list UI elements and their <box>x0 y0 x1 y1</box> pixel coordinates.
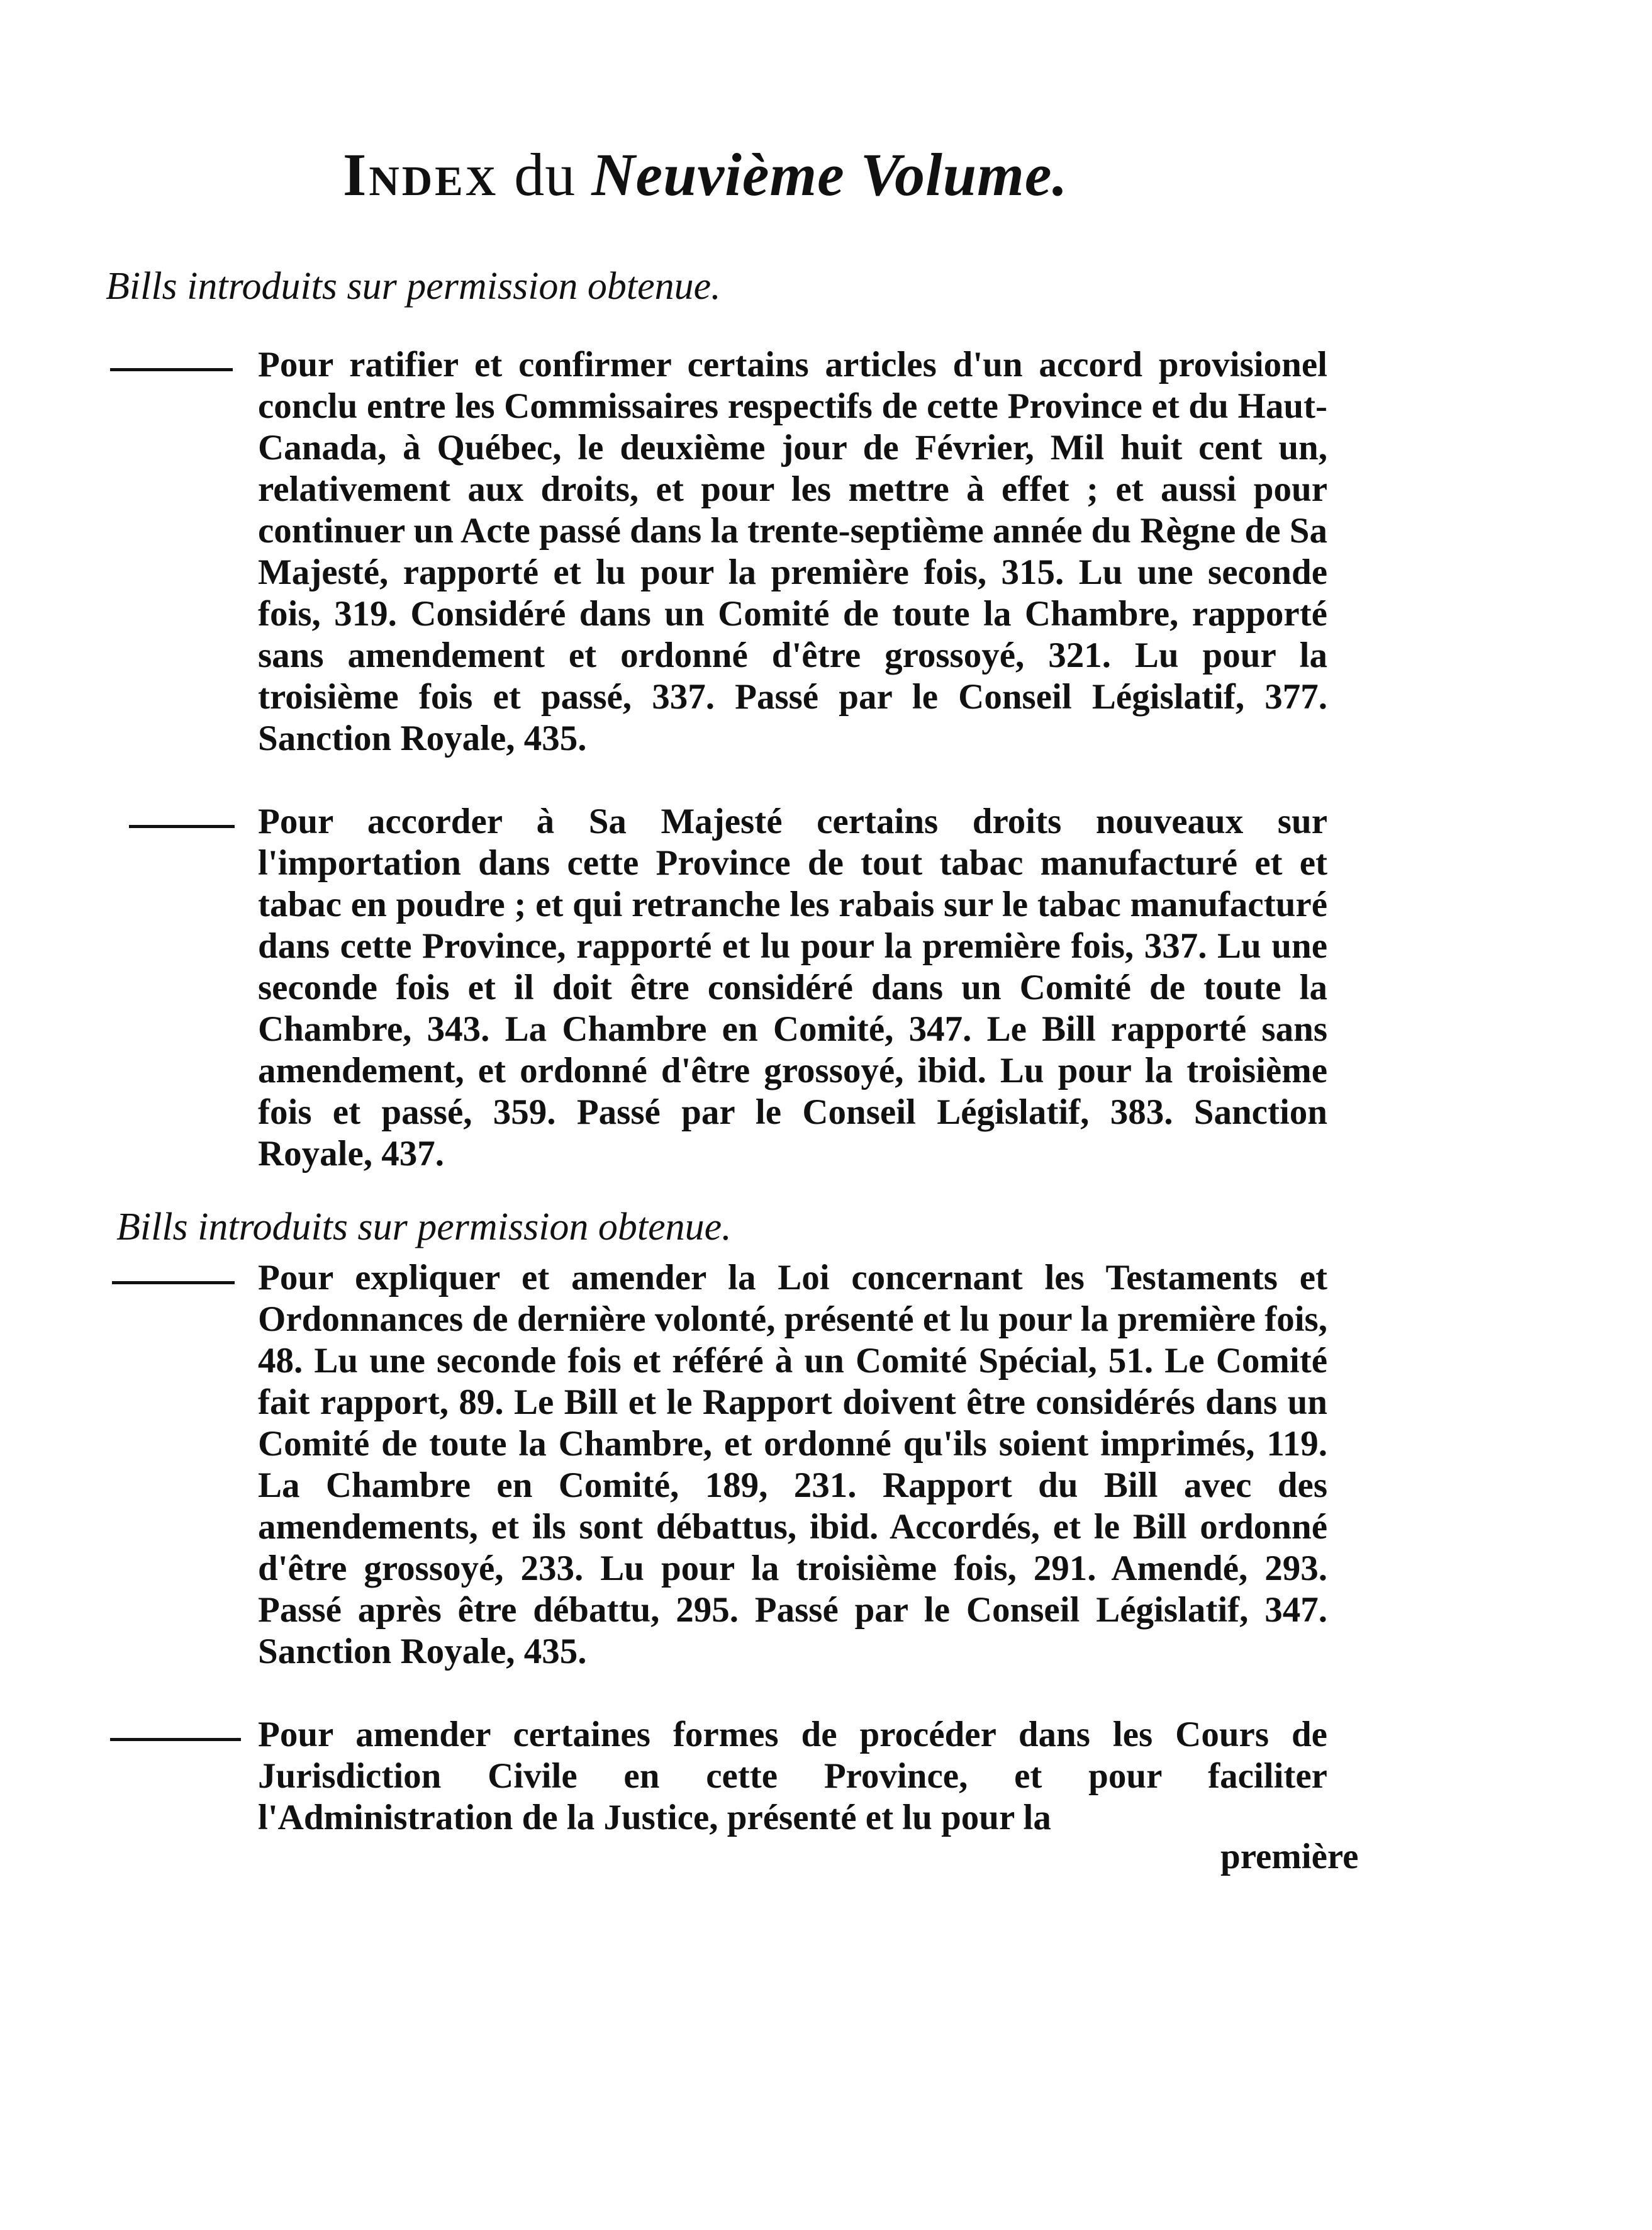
entry-dash-2 <box>129 825 235 828</box>
index-entry-2: Pour accorder à Sa Majesté certains droits nouveaux sur l'importation dans cette Province de tout tabac manufacturé et et tabac en poudre ; et qui retranche les rabais sur le tabac manufacturé dans cette Province, rapporté et lu pour la première fois, 337. Lu une seconde fois et il doit être considéré dans un Comité de toute la Chambre, 343. La Chambre en Comité, 347. Le Bill rapporté sans amendement, et ordonné d'être grossoyé, ibid. Lu pour la troisième fois et passé, 359. Passé par le Conseil Législatif, 383. Sanction Royale, 437. <box>258 802 1327 1174</box>
entry-dash-1 <box>110 368 233 371</box>
index-entry-4: Pour amender certaines formes de procéder dans les Cours de Jurisdiction Civile en cette Province, et pour faciliter l'Administration de la Justice, présenté et lu pour la <box>258 1715 1327 1837</box>
title-index-word: Index <box>343 141 499 208</box>
catchword: première <box>1220 1837 1359 1876</box>
entry-dash-4 <box>110 1738 241 1741</box>
section-heading-2: Bills introduits sur permission obtenue. <box>116 1206 732 1248</box>
section-heading-1: Bills introduits sur permission obtenue. <box>106 265 721 308</box>
entry-dash-3 <box>112 1281 235 1284</box>
page-title <box>343 140 1068 210</box>
index-entry-3: Pour expliquer et amender la Loi concernant les Testaments et Ordonnances de dernière volonté, présenté et lu pour la première fois, 48. Lu une seconde fois et référé à un Comité Spécial, 51. Le Comité fait rapport, 89. Le Bill et le Rapport doivent être considérés dans un Comité de toute la Chambre, et ordonné qu'ils soient imprimés, 119. La Chambre en Comité, 189, 231. Rapport du Bill avec des amendements, et ils sont débattus, ibid. Accordés, et le Bill ordonné d'être grossoyé, 233. Lu pour la troisième fois, 291. Amendé, 293. Passé après être débattu, 295. Passé par le Conseil Législatif, 347. Sanction Royale, 435. <box>258 1258 1327 1671</box>
title-du: du <box>514 141 576 208</box>
title-volume-words: Neuvième Volume. <box>591 141 1068 208</box>
index-entry-1: Pour ratifier et confirmer certains articles d'un accord provisionel conclu entre les Commissaires respectifs de cette Province et du Haut-Canada, à Québec, le deuxième jour de Février, Mil huit cent un, relativement aux droits, et pour les mettre à effet ; et aussi pour continuer un Acte passé dans la trente-septième année du Règne de Sa Majesté, rapporté et lu pour la première fois, 315. Lu une seconde fois, 319. Considéré dans un Comité de toute la Chambre, rapporté sans amendement et ordonné d'être grossoyé, 321. Lu pour la troisième fois et passé, 337. Passé par le Conseil Législatif, 377. Sanction Royale, 435. <box>258 345 1327 758</box>
